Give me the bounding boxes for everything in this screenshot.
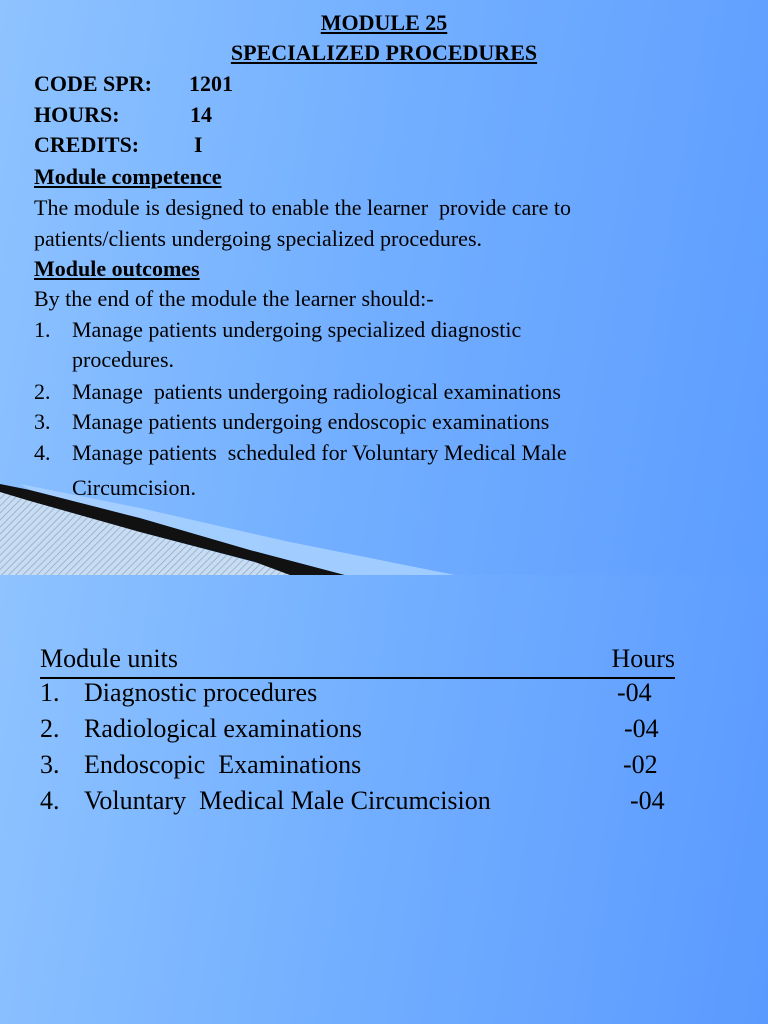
unit-1-number: 1. — [40, 678, 60, 707]
outcome-2-number: 2. — [34, 379, 51, 404]
outcome-1-text-cont: procedures. — [72, 347, 175, 372]
outcome-2-text: Manage patients undergoing radiological examinations — [72, 379, 561, 404]
unit-3-number: 3. — [40, 750, 60, 779]
unit-3-title: Endoscopic Examinations — [84, 750, 362, 779]
outcome-4-number: 4. — [34, 440, 51, 465]
code-value: 1201 — [189, 71, 233, 96]
units-header-hours: Hours — [611, 644, 675, 673]
competence-text-line-1: The module is designed to enable the learner provide care to — [34, 195, 571, 220]
outcome-1-text: Manage patients undergoing specialized diagnostic — [72, 317, 522, 342]
competence-heading: Module competence — [34, 164, 222, 189]
outcome-3-text: Manage patients undergoing endoscopic examinations — [72, 409, 550, 434]
hours-value: 14 — [190, 102, 212, 127]
slide-module-units — [0, 575, 768, 1024]
outcomes-heading: Module outcomes — [34, 256, 200, 281]
credits-label: CREDITS: — [34, 132, 140, 157]
outcome-4-text-cont: Circumcision. — [72, 475, 197, 500]
unit-2-hours: -04 — [624, 714, 659, 743]
outcome-1-number: 1. — [34, 317, 51, 342]
competence-text-line-2: patients/clients undergoing specialized procedures. — [34, 226, 483, 251]
units-header — [40, 641, 675, 679]
module-number: MODULE 25 — [320, 10, 448, 35]
decorative-swoosh — [0, 470, 460, 575]
hours-label: HOURS: — [34, 102, 120, 127]
unit-1-title: Diagnostic procedures — [84, 678, 318, 707]
unit-4-number: 4. — [40, 786, 60, 815]
unit-2-number: 2. — [40, 714, 60, 743]
module-title: SPECIALIZED PROCEDURES — [230, 40, 538, 65]
unit-2-title: Radiological examinations — [84, 714, 362, 743]
outcome-3-number: 3. — [34, 409, 51, 434]
credits-value: I — [194, 132, 203, 157]
outcome-4-text: Manage patients scheduled for Voluntary Medical Male — [72, 440, 567, 465]
unit-1-hours: -04 — [617, 678, 652, 707]
units-header-label: Module units — [40, 644, 178, 673]
code-label: CODE SPR: — [34, 71, 152, 96]
unit-4-title: Voluntary Medical Male Circumcision — [84, 786, 491, 815]
outcomes-intro: By the end of the module the learner should:- — [34, 286, 434, 311]
unit-3-hours: -02 — [623, 750, 658, 779]
unit-4-hours: -04 — [630, 786, 665, 815]
